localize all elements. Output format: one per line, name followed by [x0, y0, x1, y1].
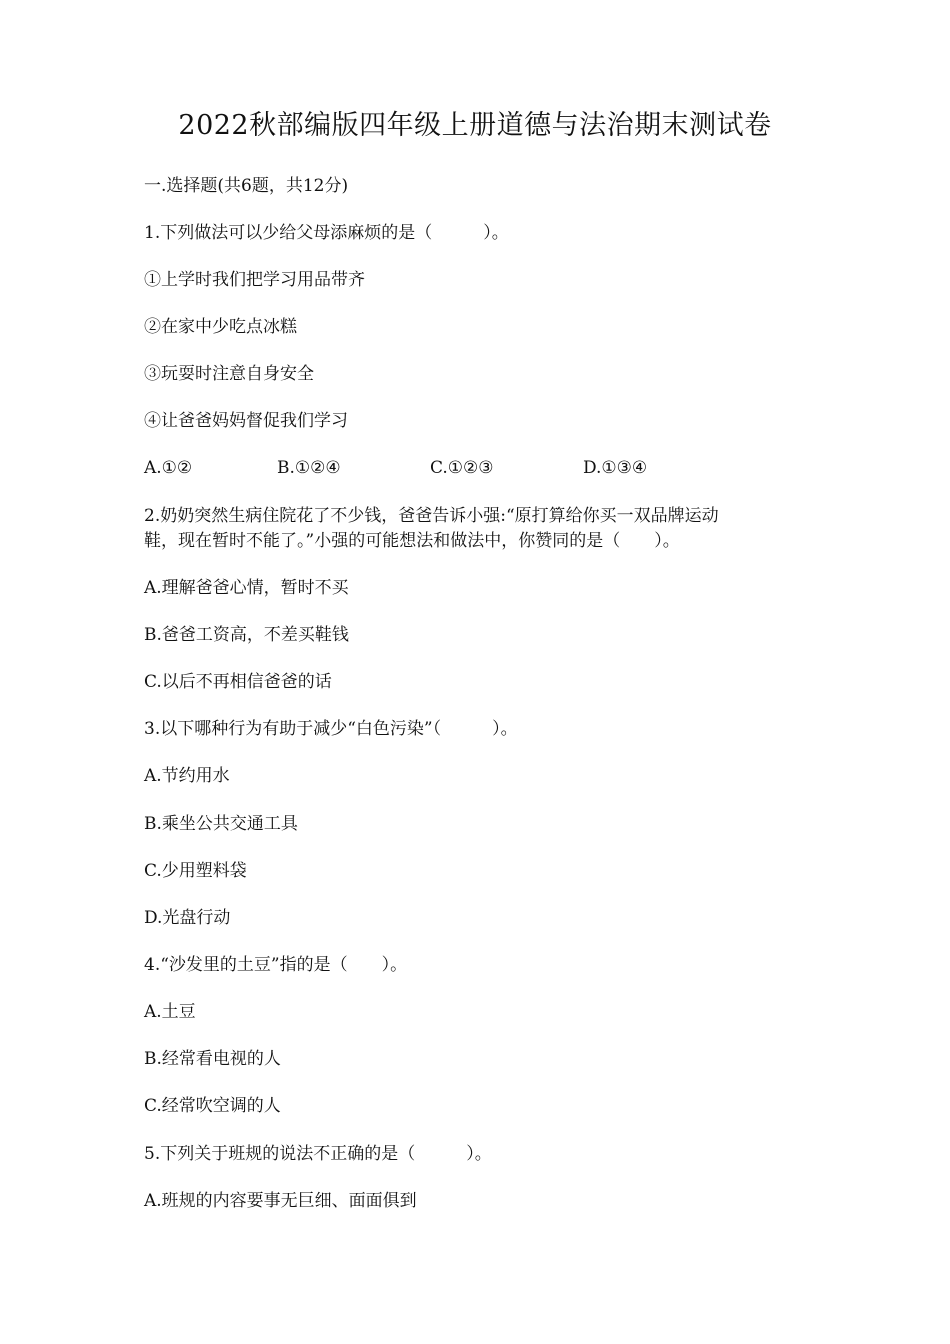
question-1-item-4: ④让爸爸妈妈督促我们学习 [144, 411, 348, 431]
question-2-stem-line-2: 鞋，现在暂时不能了。”小强的可能想法和做法中，你赞同的是（ ）。 [144, 531, 680, 551]
page-title: 2022秋部编版四年级上册道德与法治期末测试卷 [178, 110, 772, 141]
question-4-option-a: A.土豆 [144, 1002, 196, 1022]
question-1-option-a: A.①② [144, 458, 193, 478]
question-3-option-c: C.少用塑料袋 [144, 861, 247, 881]
question-3-stem: 3.以下哪种行为有助于减少“白色污染”（ ）。 [144, 719, 518, 739]
question-1-option-b: B.①②④ [277, 458, 341, 478]
question-1-option-c: C.①②③ [430, 458, 494, 478]
question-2-option-a: A.理解爸爸心情，暂时不买 [144, 578, 349, 598]
question-3-option-b: B.乘坐公共交通工具 [144, 814, 298, 834]
question-4-option-b: B.经常看电视的人 [144, 1049, 281, 1069]
question-1-item-2: ②在家中少吃点冰糕 [144, 317, 297, 337]
question-2-option-c: C.以后不再相信爸爸的话 [144, 672, 332, 692]
question-1-item-3: ③玩耍时注意自身安全 [144, 364, 314, 384]
question-4-stem: 4.“沙发里的土豆”指的是（ ）。 [144, 955, 408, 975]
question-1-stem: 1.下列做法可以少给父母添麻烦的是（ ）。 [144, 223, 509, 243]
question-1-option-d: D.①③④ [583, 458, 648, 478]
question-3-option-a: A.节约用水 [144, 766, 230, 786]
question-2-stem-line-1: 2.奶奶突然生病住院花了不少钱，爸爸告诉小强:“原打算给你买一双品牌运动 [144, 506, 719, 526]
question-3-option-d: D.光盘行动 [144, 908, 231, 928]
question-5-option-a: A.班规的内容要事无巨细、面面俱到 [144, 1191, 417, 1211]
question-1-options [144, 455, 824, 481]
section-heading: 一.选择题(共6题，共12分) [144, 176, 349, 196]
question-2-option-b: B.爸爸工资高，不差买鞋钱 [144, 625, 349, 645]
question-5-stem: 5.下列关于班规的说法不正确的是（ ）。 [144, 1144, 492, 1164]
question-4-option-c: C.经常吹空调的人 [144, 1096, 281, 1116]
question-1-item-1: ①上学时我们把学习用品带齐 [144, 270, 365, 290]
